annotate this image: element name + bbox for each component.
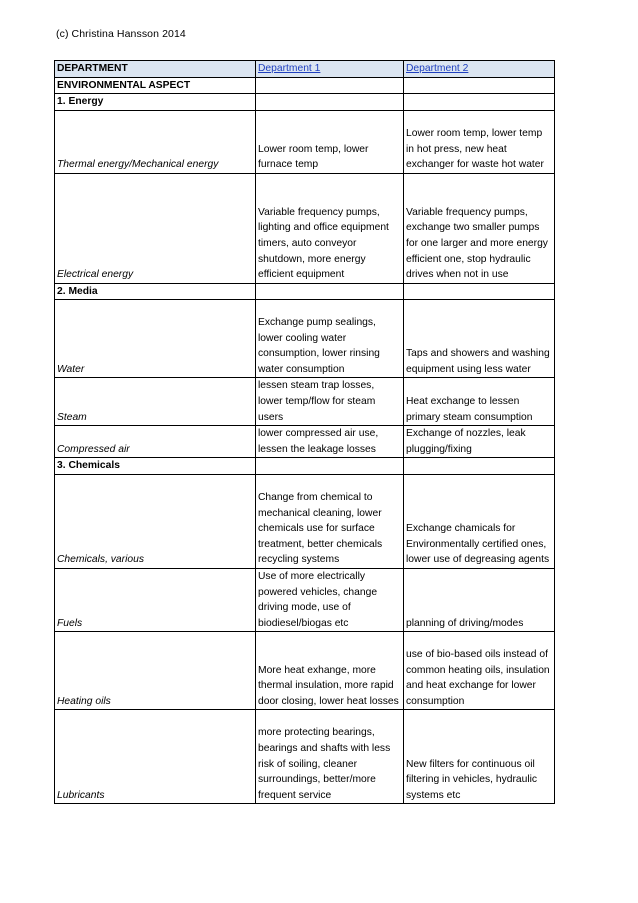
header-department-2-link[interactable]: Department 2 xyxy=(404,61,555,78)
table-row xyxy=(55,173,555,283)
env-aspect-row xyxy=(55,77,555,94)
header-department-1-link[interactable]: Department 1 xyxy=(256,61,404,78)
empty-cell xyxy=(404,458,555,475)
empty-cell xyxy=(256,77,404,94)
dept2-cell: use of bio-based oils instead of common heating oils, insulation and heat exchange for lower consumption xyxy=(404,632,555,710)
dept1-cell: lessen steam trap losses, lower temp/flow for steam users xyxy=(256,378,404,426)
table-row xyxy=(55,710,555,804)
table-row xyxy=(55,300,555,378)
empty-cell xyxy=(256,458,404,475)
dept1-cell: Lower room temp, lower furnace temp xyxy=(256,110,404,173)
dept1-cell: Change from chemical to mechanical cleaning, lower chemicals use for surface treatment, better chemicals recycling systems xyxy=(256,474,404,568)
aspect-cell: Steam xyxy=(55,378,256,426)
aspect-cell: Heating oils xyxy=(55,632,256,710)
dept2-cell: Lower room temp, lower temp in hot press, new heat exchanger for waste hot water xyxy=(404,110,555,173)
environmental-aspects-table xyxy=(54,60,555,804)
dept2-cell: Exchange chamicals for Environmentally certified ones, lower use of degreasing agents xyxy=(404,474,555,568)
empty-cell xyxy=(256,283,404,300)
aspect-cell: Water xyxy=(55,300,256,378)
section-title: 2. Media xyxy=(55,283,256,300)
empty-cell xyxy=(256,94,404,111)
dept1-cell: Exchange pump sealings, lower cooling water consumption, lower rinsing water consumption xyxy=(256,300,404,378)
section-row xyxy=(55,283,555,300)
section-row xyxy=(55,94,555,111)
aspect-cell: Thermal energy/Mechanical energy xyxy=(55,110,256,173)
dept2-cell: New filters for continuous oil filtering in vehicles, hydraulic systems etc xyxy=(404,710,555,804)
header-department: DEPARTMENT xyxy=(55,61,256,78)
section-title: 3. Chemicals xyxy=(55,458,256,475)
aspect-cell: Lubricants xyxy=(55,710,256,804)
empty-cell xyxy=(404,77,555,94)
dept2-cell: Variable frequency pumps, exchange two smaller pumps for one larger and more energy efficient one, stop hydraulic drives when not in use xyxy=(404,173,555,283)
header-row xyxy=(55,61,555,78)
aspect-cell: Fuels xyxy=(55,568,256,631)
dept1-cell: lower compressed air use, lessen the leakage losses xyxy=(256,426,404,458)
aspect-cell: Electrical energy xyxy=(55,173,256,283)
table-row xyxy=(55,426,555,458)
env-aspect-label: ENVIRONMENTAL ASPECT xyxy=(55,77,256,94)
dept2-cell: Exchange of nozzles, leak plugging/fixing xyxy=(404,426,555,458)
aspect-cell: Chemicals, various xyxy=(55,474,256,568)
dept2-cell: planning of driving/modes xyxy=(404,568,555,631)
dept2-cell: Taps and showers and washing equipment using less water xyxy=(404,300,555,378)
dept1-cell: more protecting bearings, bearings and shafts with less risk of soiling, cleaner surroundings, better/more frequent service xyxy=(256,710,404,804)
table-row xyxy=(55,110,555,173)
aspect-cell: Compressed air xyxy=(55,426,256,458)
dept1-cell: More heat exhange, more thermal insulation, more rapid door closing, lower heat losses xyxy=(256,632,404,710)
section-title: 1. Energy xyxy=(55,94,256,111)
table-row xyxy=(55,568,555,631)
empty-cell xyxy=(404,94,555,111)
dept1-cell: Use of more electrically powered vehicles, change driving mode, use of biodiesel/biogas etc xyxy=(256,568,404,631)
copyright-notice: (c) Christina Hansson 2014 xyxy=(56,28,186,40)
empty-cell xyxy=(404,283,555,300)
dept2-cell: Heat exchange to lessen primary steam consumption xyxy=(404,378,555,426)
table-row xyxy=(55,632,555,710)
section-row xyxy=(55,458,555,475)
dept1-cell: Variable frequency pumps, lighting and office equipment timers, auto conveyor shutdown, more energy efficient equipment xyxy=(256,173,404,283)
table-row xyxy=(55,378,555,426)
table-row xyxy=(55,474,555,568)
